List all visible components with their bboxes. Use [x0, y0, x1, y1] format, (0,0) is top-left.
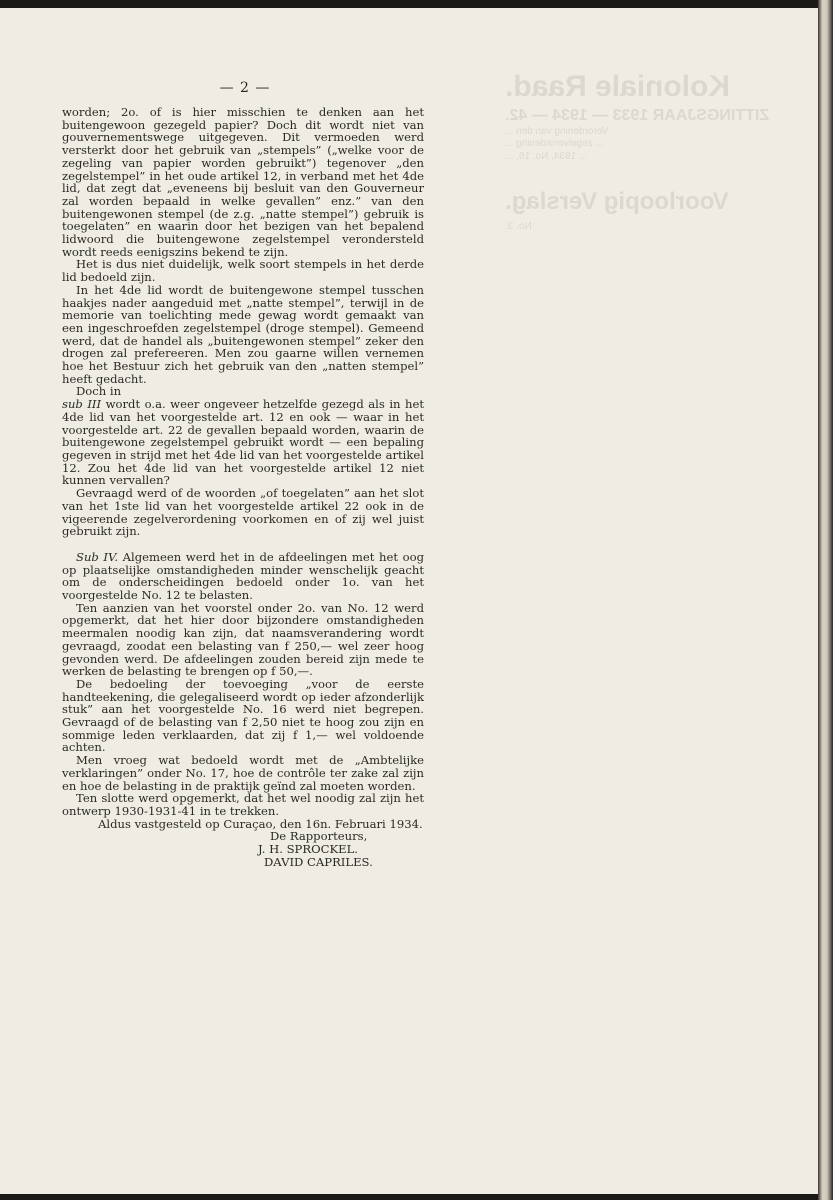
document-page: [0, 8, 818, 1194]
paragraph: In het 4de lid wordt de buitengewone stempel tusschen haakjes nader aangeduid met „natte stempel”, terwijl in de memorie van toelichting mede gewag wordt gemaakt van een ingeschroefden zegelstempel (droge stempel). Gemeend werd, dat de handel als „buitengewonen stempel” zeker den drogen zal prefereeren. Men zou gaarne willen vernemen hoe het Bestuur zich het gebruik van den „natten stempel” heeft gedacht.: [62, 282, 424, 386]
signature-name: DAVID CAPRILES.: [264, 854, 373, 869]
signature-name: J. H. SPROCKEL.: [258, 842, 358, 857]
bleed-line: Verordening van den ...: [505, 125, 609, 137]
signature-title: De Rapporteurs,: [270, 829, 368, 844]
paragraph: worden; 2o. of is hier misschien te denken aan het buitengewoon gezegeld papier? Doch dit wordt niet van gouvernementswege uitgegeven. Dit vermoeden werd versterkt door het gebruik van „stempels” („welke voor de zegeling van papier worden gebruikt”) tegenover „den zegelstempel” in het oude artikel 12, in verband met het 4de lid, dat zegt dat „eveneens bij besluit van den Gouverneur zal worden bepaald in welke gevallen” enz.” van den buitengewonen stempel (de z.g. „natte stempel”) gebruik is toegelaten” en waarin door het bezigen van het bepalend lidwoord die buitengewone zegelstempel verondersteld wordt reeds eenigszins bekend te zijn.: [62, 105, 424, 259]
bleed-line: Voorloopig Verslag.: [505, 188, 729, 215]
paragraph-lead: Sub IV.: [76, 549, 119, 564]
paragraph: Gevraagd werd of de woorden „of toegelaten” aan het slot van het 1ste lid van het voorgestelde artikel 22 ook in de vigeerende zegelverordening voorkomen en of zij wel juist gebruikt zijn.: [62, 486, 424, 539]
paragraph: Doch in: [76, 384, 122, 399]
paragraph-body: Algemeen werd het in de afdeelingen met het oog op plaatselijke omstandigheden minder wenschelijk geacht om de onderscheidingen bedoeld onder 1o. van het voorgestelde No. 12 te belasten.: [62, 549, 424, 603]
bleed-line: ... 1934, No. 16, ...: [505, 150, 588, 162]
page-number: — 2 —: [219, 80, 271, 96]
paragraph: Ten slotte werd opgemerkt, dat het wel noodig zal zijn het ontwerp 1930-1931-41 in te trekken.: [62, 791, 424, 818]
bleed-line: Koloniale Raad.: [505, 70, 731, 103]
paragraph-body: wordt o.a. weer ongeveer hetzelfde gezegd als in het 4de lid van het voorgestelde art. 12 en ook — waar in het voorgestelde art. 22 de gevallen bepaald worden, waarin de buitengewone zegelstempel gebruikt wordt — een bepaling gegeven in strijd met het 4de lid van het voorgestelde artikel 12. Zou het 4de lid van het voorgestelde artikel 12 niet kunnen vervallen?: [62, 397, 424, 488]
bleed-line: No. 3.: [505, 221, 532, 232]
paragraph-lead: sub III: [62, 397, 102, 412]
body-text: [62, 106, 424, 868]
paragraph: Men vroeg wat bedoeld wordt met de „Ambtelijke verklaringen” onder No. 17, hoe de contrôle ter zake zal zijn en hoe de belasting in de praktijk geïnd zal moeten worden.: [62, 753, 424, 793]
paragraph: [62, 398, 424, 487]
bleed-line: ... zegelverordening ...: [505, 138, 604, 149]
bleed-through-text: [505, 68, 805, 234]
paragraph: [62, 551, 424, 602]
closing-statement: Aldus vastgesteld op Curaçao, den 16n. Februari 1934.: [98, 816, 423, 831]
paragraph: De bedoeling der toevoeging „voor de eerste handteekening, die gelegaliseerd wordt op ieder afzonderlijk stuk” aan het voorgestelde No. 16 werd niet begrepen. Gevraagd of de belasting van f 2,50 niet te hoog zou zijn en sommige leden verklaarden, dat zij f 1,— wel voldoende achten.: [62, 676, 424, 755]
paragraph: Het is dus niet duidelijk, welk soort stempels in het derde lid bedoeld zijn.: [62, 257, 424, 285]
paragraph: Ten aanzien van het voorstel onder 2o. van No. 12 werd opgemerkt, dat het hier door bijzondere omstandigheden meermalen noodig kan zijn, dat naamsverandering wordt gevraagd, zoodat een belasting van f 250,— wel zeer hoog gevonden werd. De afdeelingen zouden bereid zijn mede te werken de belasting te brengen op f 50,—.: [62, 600, 424, 679]
bleed-line: ZITTINGSJAAR 1933 — 1934 — 42.: [505, 106, 770, 124]
binding-edge: [818, 0, 833, 1200]
